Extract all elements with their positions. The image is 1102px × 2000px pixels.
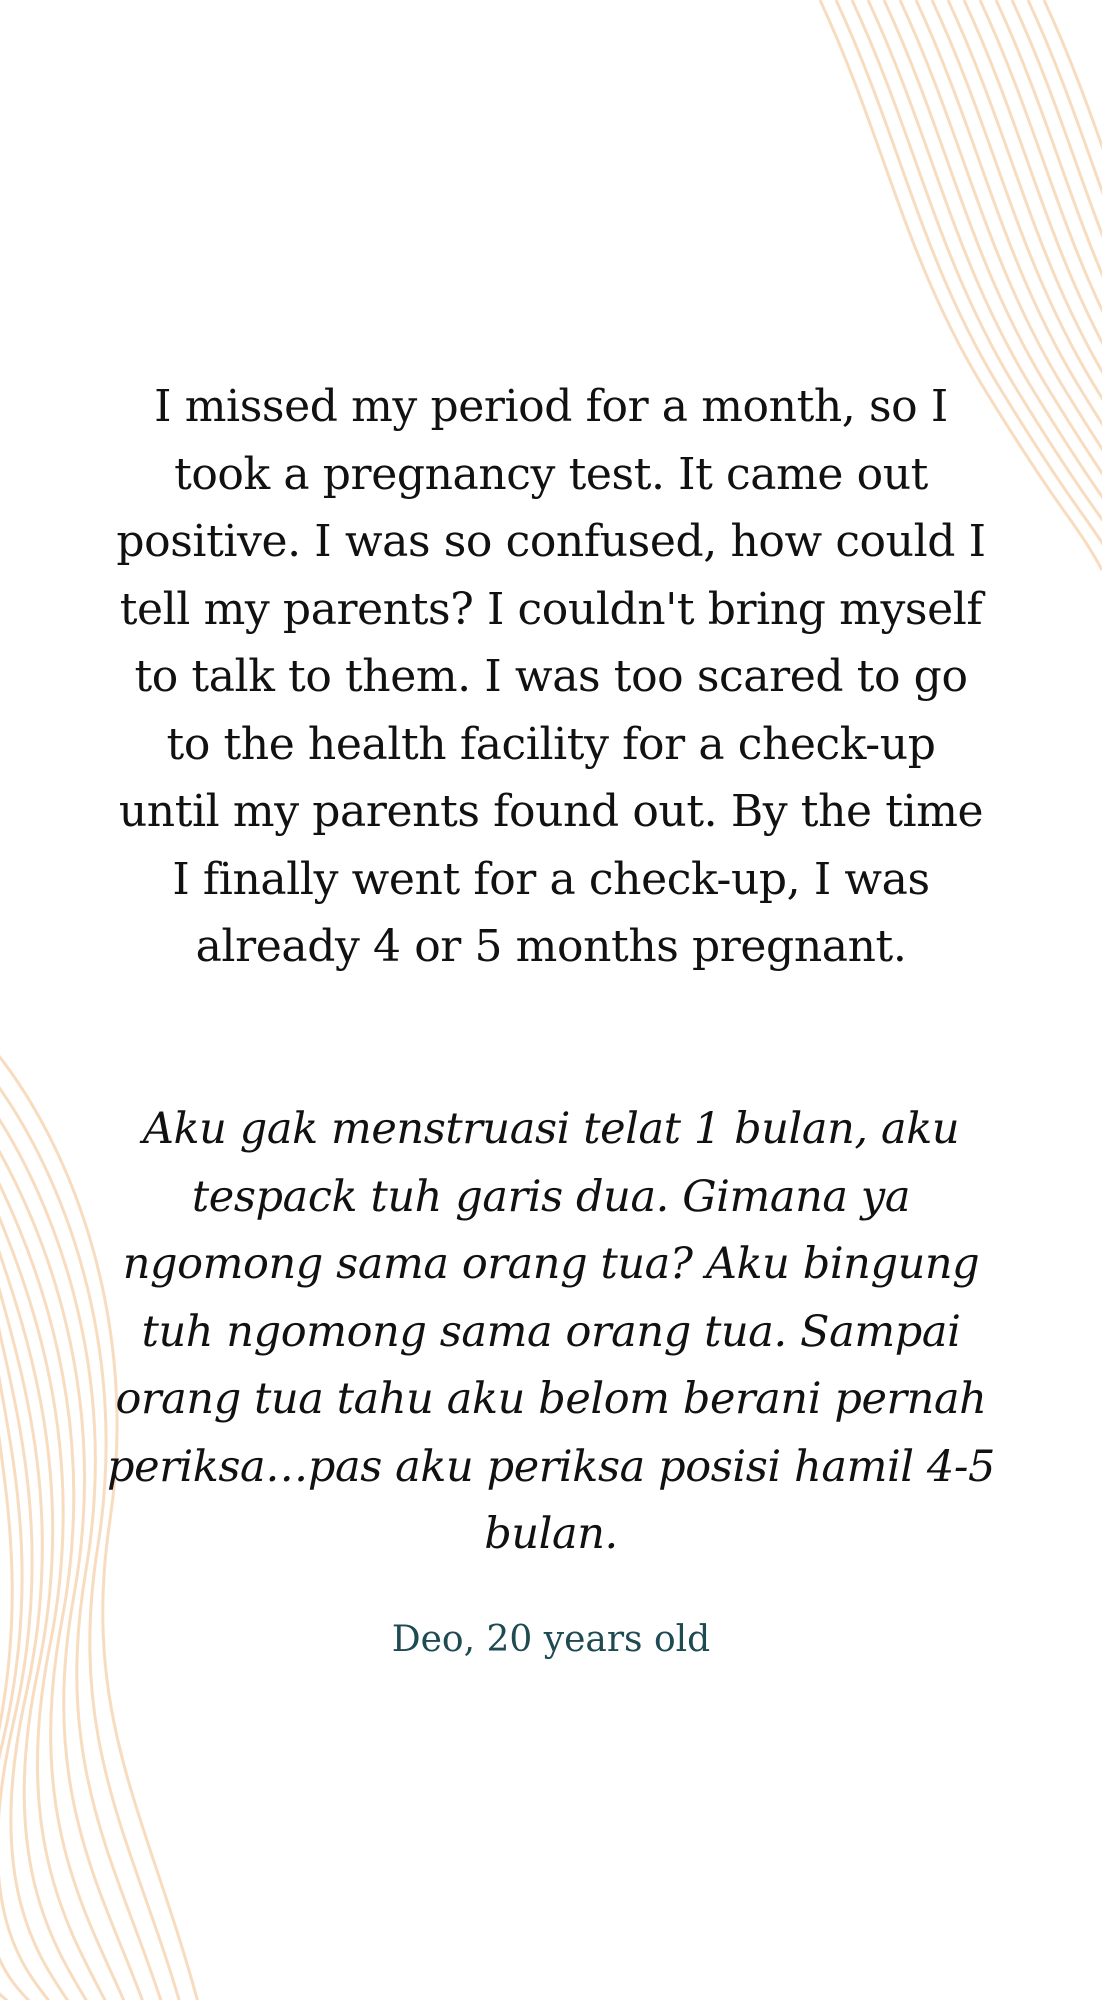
- quote-indonesian: Aku gak menstruasi telat 1 bulan, aku tespack tuh garis dua. Gimana ya ngomong sama orang tua? Aku bingung tuh ngomong sama orang tua. Sampai orang tua tahu aku belom berani pernah periksa…pas aku periksa posisi hamil 4-5 bulan.: [107, 1104, 995, 1559]
- quote-attribution: Deo, 20 years old: [391, 1619, 711, 1660]
- quote-english: I missed my period for a month, so I took a pregnancy test. It came out positive. I was so confused, how could I tell my parents? I couldn't bring myself to talk to them. I was too scared to go to the health facility for a check-up until my parents found out. By the time I finally went for a check-up, I was already 4 or 5 months pregnant.: [116, 381, 986, 972]
